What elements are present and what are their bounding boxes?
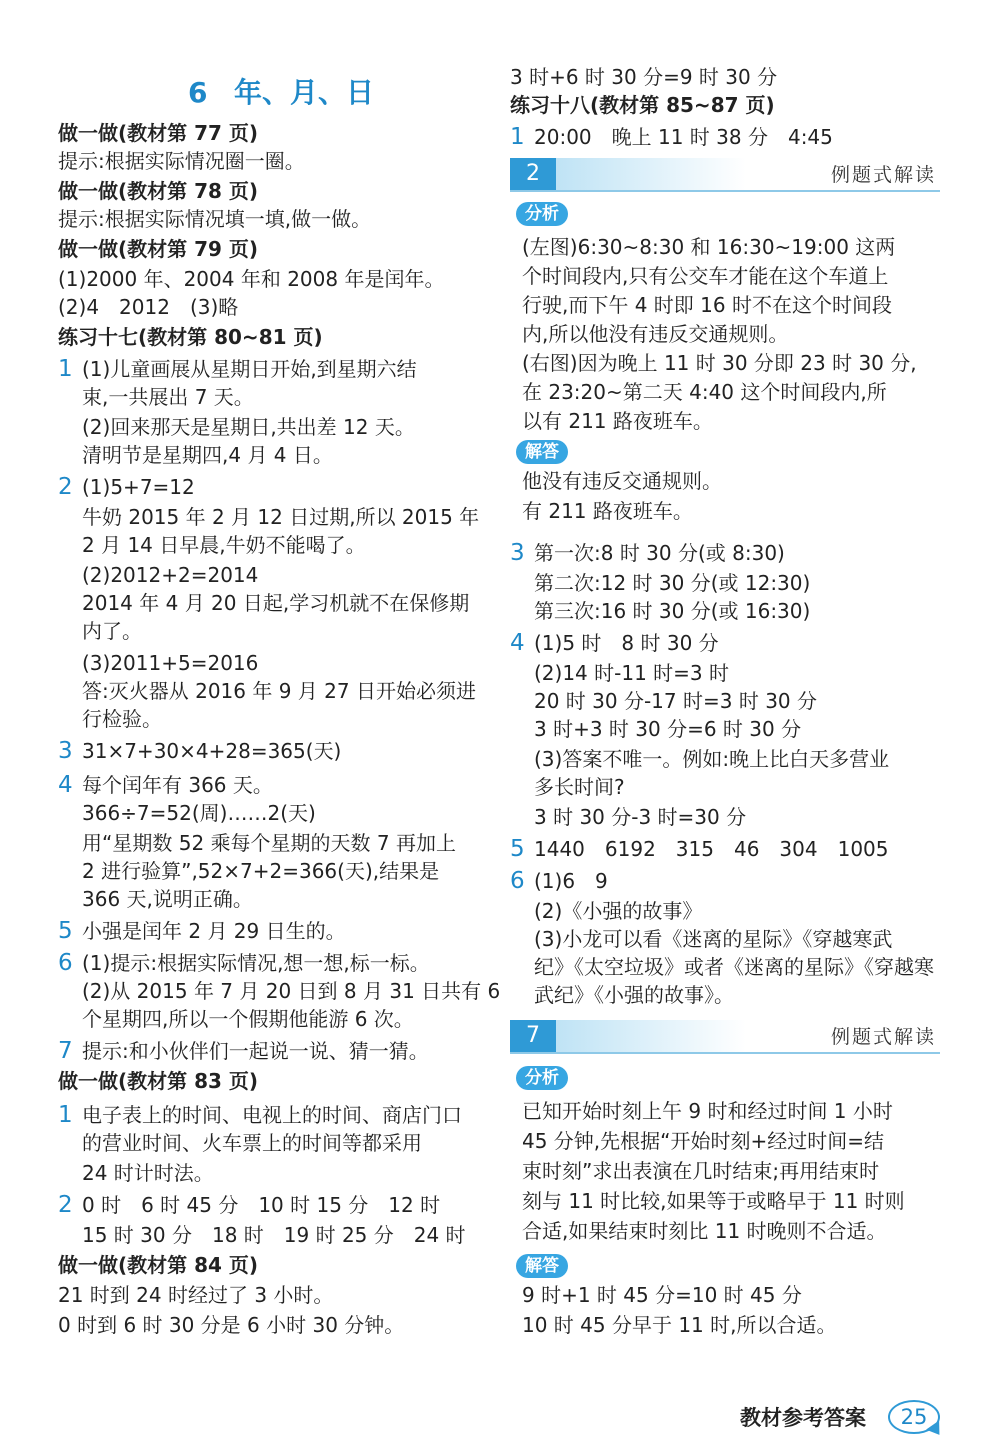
section-7-bar [510,1020,940,1054]
question-number: 5 [58,918,73,944]
text-line: 的营业时间、火车票上的时间等都采用 [82,1131,422,1155]
section-heading: 做一做(教材第 79 页) [58,237,259,261]
text-line: 清明节是星期四,4 月 4 日。 [82,443,333,467]
text-line: (3)2011+5=2016 [82,651,259,675]
section-7-number: 7 [510,1020,556,1052]
text-line: 1440 6192 315 46 304 1005 [534,837,889,861]
text-line: 多长时间? [534,775,625,799]
text-line: 牛奶 2015 年 2 月 12 日过期,所以 2015 年 [82,505,480,529]
text-line: 个时间段内,只有公交车才能在这个车道上 [522,264,889,288]
text-line: 刻与 11 时比较,如果等于或略早于 11 时则 [522,1189,905,1213]
text-line: 3 时+3 时 30 分=6 时 30 分 [534,717,802,741]
section-2-label: 例题式解读 [830,164,936,186]
text-line: 第二次:12 时 30 分(或 12:30) [534,571,811,595]
section-2-number: 2 [510,158,556,190]
page-number: 25 [888,1400,940,1434]
analysis-badge: 分析 [516,1066,568,1090]
text-line: (1)提示:根据实际情况,想一想,标一标。 [82,951,430,975]
question-number: 4 [58,772,73,798]
text-line: 24 时计时法。 [82,1161,214,1185]
text-line: 有 211 路夜班车。 [522,499,693,523]
text-line: 45 分钟,先根据“开始时刻+经过时间=结 [522,1129,885,1153]
text-line: 第一次:8 时 30 分(或 8:30) [534,541,785,565]
text-line: 2014 年 4 月 20 日起,学习机就不在保修期 [82,591,470,615]
section-heading: 做一做(教材第 84 页) [58,1253,259,1277]
text-line: 已知开始时刻上午 9 时和经过时间 1 小时 [522,1099,893,1123]
answer-badge: 解答 [516,1254,568,1278]
text-line: 10 时 45 分早于 11 时,所以合适。 [522,1313,837,1337]
text-line: (2)《小强的故事》 [534,899,703,923]
text-line: 内了。 [82,619,142,643]
text-line: 束,一共展出 7 天。 [82,385,254,409]
text-line: (2)2012+2=2014 [82,563,259,587]
text-line: 20:00 晚上 11 时 38 分 4:45 [534,125,833,149]
question-number: 4 [510,630,525,656]
text-line: 束时刻”求出表演在几时结束;再用结束时 [522,1159,880,1183]
section-heading: 做一做(教材第 77 页) [58,121,259,145]
text-line: (1)儿童画展从星期日开始,到星期六结 [82,357,417,381]
text-line: 21 时到 24 时经过了 3 小时。 [58,1283,334,1307]
text-line: 纪》《太空垃圾》或者《迷离的星际》《穿越寒 [534,955,934,979]
text-line: 以有 211 路夜班车。 [522,409,713,433]
question-number: 2 [58,474,73,500]
question-number: 3 [510,540,525,566]
text-line: 3 时 30 分-3 时=30 分 [534,805,747,829]
text-line: 366 天,说明正确。 [82,887,253,911]
section-heading: 做一做(教材第 78 页) [58,179,259,203]
text-line: 武纪》《小强的故事》。 [534,983,734,1007]
question-number: 5 [510,836,525,862]
question-number: 1 [58,1102,73,1128]
text-line: (左图)6:30~8:30 和 16:30~19:00 这两 [522,235,896,259]
analysis-badge: 分析 [516,202,568,226]
text-line: 他没有违反交通规则。 [522,469,722,493]
question-number: 7 [58,1038,73,1064]
text-line: (1)2000 年、2004 年和 2008 年是闰年。 [58,267,445,291]
answer-badge: 解答 [516,440,568,464]
section-heading: 练习十八(教材第 85~87 页) [510,93,775,117]
text-line: 20 时 30 分-17 时=3 时 30 分 [534,689,817,713]
chapter-number: 6 [188,76,208,109]
text-line: 提示:根据实际情况圈一圈。 [58,149,305,173]
section-2-bar [510,158,940,192]
text-line: (2)14 时-11 时=3 时 [534,661,729,685]
text-line: 用“星期数 52 乘每个星期的天数 7 再加上 [82,831,456,855]
text-line: 0 时到 6 时 30 分是 6 小时 30 分钟。 [58,1313,405,1337]
text-line: (3)小龙可以看《迷离的星际》《穿越寒武 [534,927,893,951]
text-line: 31×7+30×4+28=365(天) [82,739,342,763]
question-number: 2 [58,1192,73,1218]
chapter-title: 年、月、日 [234,76,375,109]
text-line: (3)答案不唯一。例如:晚上比白天多营业 [534,747,890,771]
text-line: 行驶,而下午 4 时即 16 时不在这个时间段 [522,293,892,317]
section-heading: 做一做(教材第 83 页) [58,1069,259,1093]
text-line: 15 时 30 分 18 时 19 时 25 分 24 时 [82,1223,466,1247]
text-line: (1)5+7=12 [82,475,195,499]
footer-label: 教材参考答案 [740,1406,866,1430]
text-line: 3 时+6 时 30 分=9 时 30 分 [510,65,778,89]
text-line: 366÷7=52(周)……2(天) [82,801,316,825]
text-line: 每个闰年有 366 天。 [82,773,273,797]
section-heading: 练习十七(教材第 80~81 页) [58,325,323,349]
text-line: 答:灭火器从 2016 年 9 月 27 日开始必须进 [82,679,476,703]
question-number: 1 [510,124,525,150]
text-line: 2 月 14 日早晨,牛奶不能喝了。 [82,533,366,557]
text-line: 在 23:20~第二天 4:40 这个时间段内,所 [522,380,887,404]
text-line: 提示:根据实际情况填一填,做一做。 [58,207,372,231]
question-number: 3 [58,738,73,764]
text-line: 小强是闰年 2 月 29 日生的。 [82,919,346,943]
question-number: 1 [58,356,73,382]
text-line: 电子表上的时间、电视上的时间、商店门口 [82,1103,462,1127]
text-line: 行检验。 [82,707,162,731]
text-line: 内,所以他没有违反交通规则。 [522,322,789,346]
text-line: 9 时+1 时 45 分=10 时 45 分 [522,1283,802,1307]
text-line: 2 进行验算”,52×7+2=366(天),结果是 [82,859,440,883]
text-line: 第三次:16 时 30 分(或 16:30) [534,599,811,623]
text-line: (2)回来那天是星期日,共出差 12 天。 [82,415,415,439]
text-line: (1)6 9 [534,869,608,893]
text-line: 合适,如果结束时刻比 11 时晚则不合适。 [522,1219,887,1243]
text-line: 0 时 6 时 45 分 10 时 15 分 12 时 [82,1193,441,1217]
text-line: 提示:和小伙伴们一起说一说、猜一猜。 [82,1039,429,1063]
question-number: 6 [58,950,73,976]
section-7-label: 例题式解读 [830,1026,936,1048]
question-number: 6 [510,868,525,894]
text-line: (右图)因为晚上 11 时 30 分即 23 时 30 分, [522,351,917,375]
text-line: (2)4 2012 (3)略 [58,295,239,319]
text-line: (1)5 时 8 时 30 分 [534,631,719,655]
text-line: 个星期四,所以一个假期他能游 6 次。 [82,1007,414,1031]
text-line: (2)从 2015 年 7 月 20 日到 8 月 31 日共有 6 [82,979,501,1003]
